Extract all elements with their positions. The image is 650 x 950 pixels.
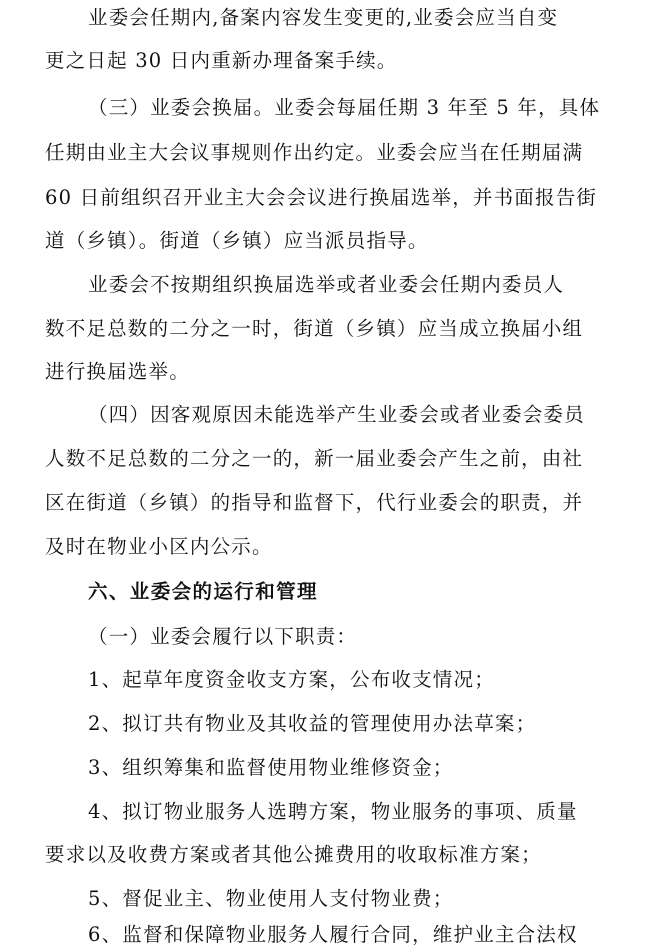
text-line-9: 进行换届选举。 — [45, 360, 190, 383]
text-line-21: 5、督促业主、物业使用人支付物业费； — [88, 887, 454, 910]
text-line-20: 要求以及收费方案或者其他公摊费用的收取标准方案； — [45, 843, 542, 866]
text-line-7: 业委会不按期组织换届选举或者业委会任期内委员人 — [88, 273, 565, 296]
text-line-11: 人数不足总数的二分之一的，新一届业委会产生之前，由社 — [45, 447, 584, 470]
section-heading: 六、业委会的运行和管理 — [88, 580, 318, 603]
text-line-5: 60 日前组织召开业主大会会议进行换届选举，并书面报告街 — [45, 186, 598, 209]
text-line-12: 区在街道（乡镇）的指导和监督下，代行业委会的职责，并 — [45, 491, 584, 514]
text-line-8: 数不足总数的二分之一时，街道（乡镇）应当成立换届小组 — [45, 317, 584, 340]
text-line-16: 1、起草年度资金收支方案，公布收支情况； — [88, 668, 495, 691]
text-line-10: （四）因客观原因未能选举产生业委会或者业委会委员 — [88, 403, 585, 426]
text-line-2: 更之日起 30 日内重新办理备案手续。 — [45, 49, 398, 72]
text-line-18: 3、组织筹集和监督使用物业维修资金； — [88, 756, 454, 779]
text-line-6: 道（乡镇）。街道（乡镇）应当派员指导。 — [45, 229, 429, 252]
text-line-4: 任期由业主大会议事规则作出约定。业委会应当在任期届满 — [45, 141, 584, 164]
text-line-17: 2、拟订共有物业及其收益的管理使用办法草案； — [88, 712, 537, 735]
text-line-1: 业委会任期内,备案内容发生变更的,业委会应当自变 — [88, 6, 559, 29]
text-line-19: 4、拟订物业服务人选聘方案，物业服务的事项、质量 — [88, 800, 578, 823]
text-line-3: （三）业委会换届。业委会每届任期 3 年至 5 年，具体 — [88, 96, 601, 119]
text-line-13: 及时在物业小区内公示。 — [45, 535, 273, 558]
text-line-22: 6、监督和保障物业服务人履行合同，维护业主合法权 — [88, 923, 578, 946]
text-line-15: （一）业委会履行以下职责： — [88, 625, 358, 648]
